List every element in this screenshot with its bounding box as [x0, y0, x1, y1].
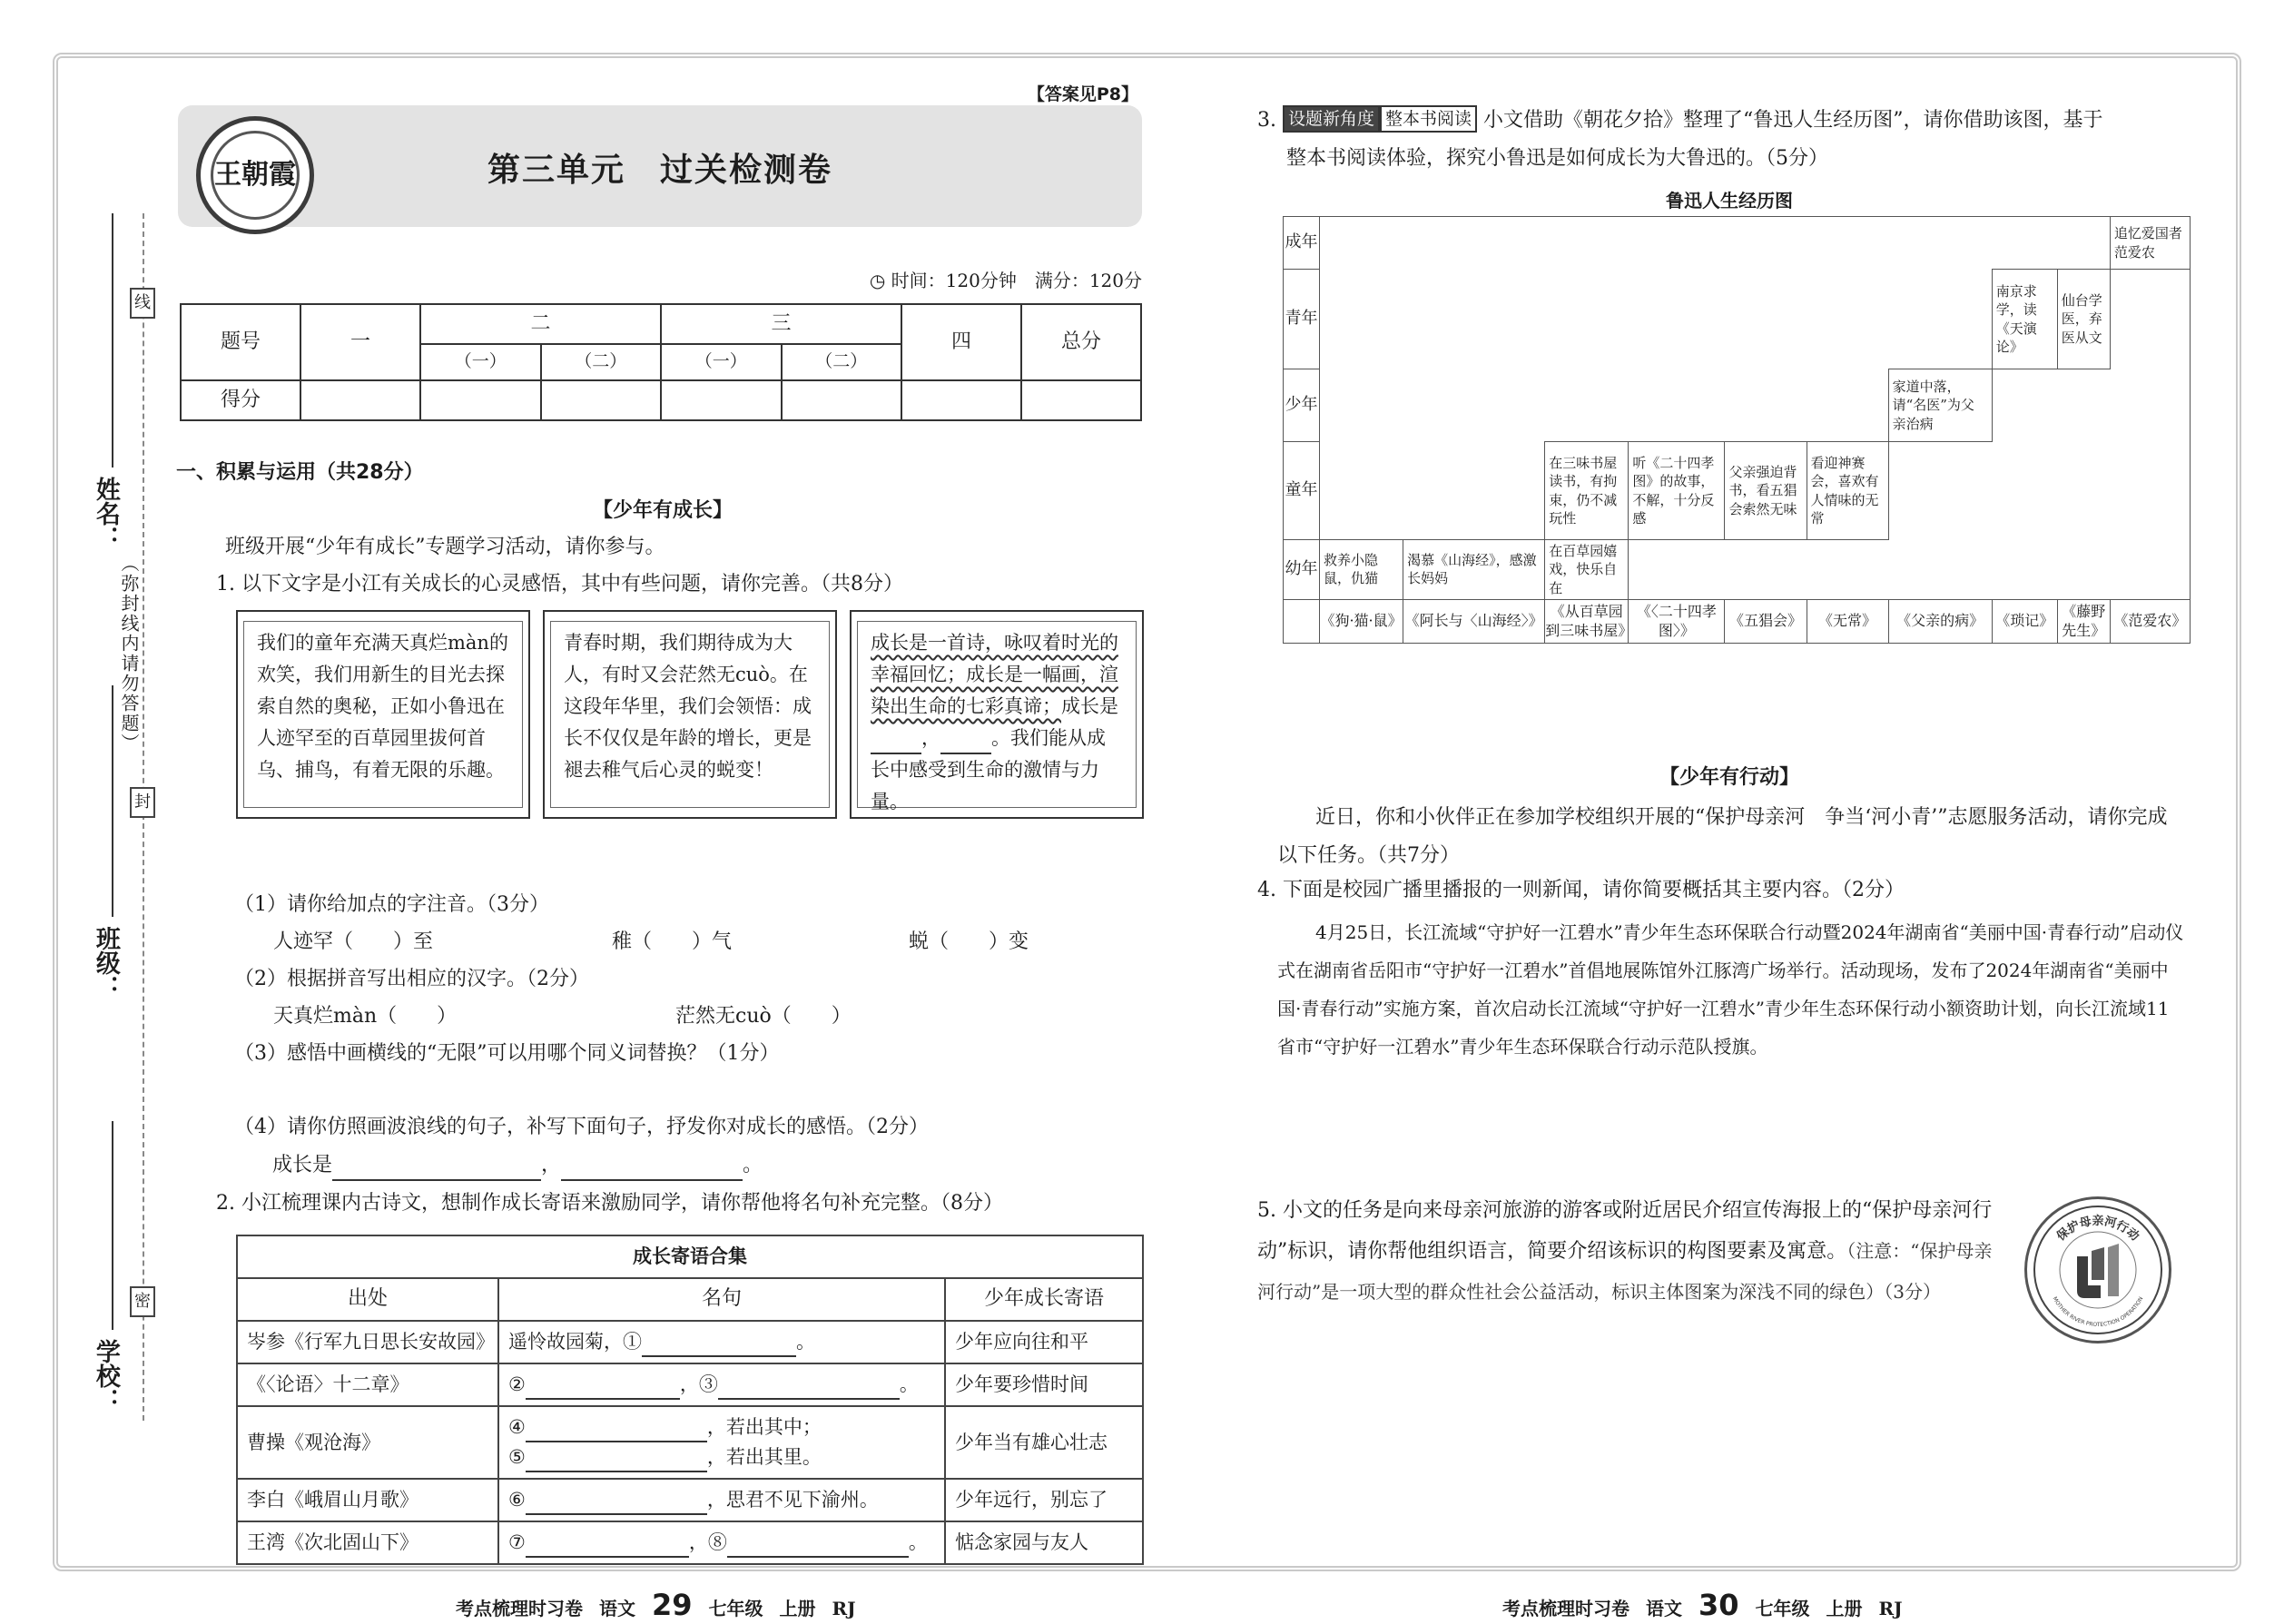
life-chart [1283, 216, 2191, 644]
theme-action: 【少年有行动】 [1659, 766, 1799, 789]
score-row-label: 得分 [181, 380, 300, 420]
logo-icon: 王朝霞 [211, 131, 300, 220]
poem-message: 惦念家园与友人 [945, 1521, 1143, 1564]
binding-margin [86, 213, 150, 1421]
event-infant-2: 渴慕《山海经》，感激长妈妈 [1403, 540, 1545, 600]
reflection-box-2 [543, 610, 837, 819]
chart-title: 鲁迅人生经历图 [1666, 190, 1793, 212]
event-infant-3: 在百草园嬉戏，快乐自在 [1545, 540, 1629, 600]
score-col-label: 题号 [181, 304, 300, 380]
poem-message: 少年要珍惜时间 [945, 1363, 1143, 1406]
score-section-2: 二 [420, 304, 661, 344]
sub4-answer-line[interactable]: 成长是 ， 。 [272, 1150, 763, 1181]
pinyin-item-2[interactable]: 稚（ ）气 [612, 930, 733, 953]
hanzi-item-1[interactable]: 天真烂màn（ ） [273, 1005, 458, 1028]
book-title: 《五猖会》 [1725, 599, 1807, 643]
score-section-4: 四 [901, 304, 1021, 380]
sub-question-2: （2）根据拼音写出相应的汉字。（2分） [234, 968, 589, 990]
book-title: 《范爱农》 [2110, 599, 2190, 643]
mother-river-logo-icon [2030, 1202, 2166, 1338]
question-1: 1. 以下文字是小江有关成长的心灵感悟，其中有些问题，请你完善。（共8分） [216, 573, 903, 595]
score-cell[interactable] [661, 380, 782, 420]
tag-whole-book: 整本书阅读 [1380, 105, 1477, 133]
poem-line[interactable]: 遥怜故园菊，① 。 [498, 1321, 945, 1363]
event-youth-2: 仙台学医，弃医从文 [2057, 270, 2110, 369]
pinyin-item-1[interactable]: 人迹罕（ ）至 [273, 930, 434, 953]
page-number: 30 [1698, 1588, 1739, 1622]
svg-text:保护母亲河行动: 保护母亲河行动 [2054, 1215, 2141, 1245]
poem-source: 王湾《次北固山下》 [237, 1521, 498, 1564]
score-sub: （二） [541, 344, 662, 380]
poem-message: 少年远行，别忘了 [945, 1479, 1143, 1521]
question-4: 4. 下面是校园广播里播报的一则新闻，请你简要概括其主要内容。（2分） [1257, 879, 1905, 901]
score-total: 总分 [1021, 304, 1141, 380]
box2-text: 青春时期，我们期待成为大人，有时又会茫然无cuò。在这段年华里，我们会领悟：成长不仅仅是年龄的增长，更是褪去稚气后心灵的蜕变！ [550, 621, 830, 808]
name-label: 姓名： [91, 477, 120, 550]
footer-right: 考点梳理时习卷 语文 30 七年级 上册 RJ [1502, 1583, 1903, 1624]
stage-label: 童年 [1284, 442, 1320, 540]
poem-message: 少年应向往和平 [945, 1321, 1143, 1363]
score-section-1: 一 [300, 304, 420, 380]
poem-source: 《〈论语〉十二章》 [237, 1363, 498, 1406]
poem-line[interactable]: ④ ，若出其中； ⑤ ，若出其里。 [498, 1406, 945, 1479]
stage-label: 成年 [1284, 217, 1320, 270]
book-title: 《狗·猫·鼠》 [1320, 599, 1403, 643]
pinyin-item-3[interactable]: 蜕（ ）变 [909, 930, 1029, 953]
poem-line[interactable]: ⑥ ，思君不见下渝州。 [498, 1479, 945, 1521]
poem-header-source: 出处 [237, 1278, 498, 1321]
news-text: 4月25日，长江流域“守护好一江碧水”青少年生态环保联合行动暨2024年湖南省“美丽中国·青春行动”启动仪式在湖南省岳阳市“守护好一江碧水”首倡地展陈馆外江豚湾广场举行。活动现场，发布了2024年湖南省“美丽中国·青春行动”实施方案，首次启动长江流域“守护好一江碧水”青少年生态环保行动小额资助计划，向长江流域11省市“守护好一江碧水”青少年生态环保联合行动示范队授旗。 [1277, 921, 2184, 1058]
sub-question-3: （3）感悟中画横线的“无限”可以用哪个同义词替换？（1分） [234, 1042, 780, 1065]
mother-river-badge [2024, 1196, 2171, 1343]
stage-label: 幼年 [1284, 540, 1320, 600]
score-cell[interactable] [782, 380, 902, 420]
time-info: ◷ 时间：120分钟 满分：120分 [869, 270, 1142, 291]
action-intro: 近日，你和小伙伴正在参加学校组织开展的“保护母亲河 争当‘河小青’”志愿服务活动，请你完成以下任务。（共7分） [1277, 806, 2168, 867]
poem-table-caption: 成长寄语合集 [237, 1235, 1143, 1278]
event-child-3: 父亲强迫背书，看五猖会索然无味 [1725, 442, 1807, 540]
class-line [112, 685, 113, 917]
svg-text:MOTHER RIVER PROTECTION OPERAT: MOTHER RIVER PROTECTION OPERATION [2051, 1295, 2145, 1329]
score-cell[interactable] [1021, 380, 1141, 420]
book-title: 《藤野先生》 [2057, 599, 2110, 643]
score-cell[interactable] [901, 380, 1021, 420]
score-cell[interactable] [541, 380, 662, 420]
poem-source: 李白《峨眉山月歌》 [237, 1479, 498, 1521]
score-cell[interactable] [420, 380, 541, 420]
reflection-box-1 [236, 610, 530, 819]
event-adult: 追忆爱国者范爱农 [2110, 217, 2190, 270]
score-sub: （二） [782, 344, 902, 380]
tag-new-angle: 设题新角度 [1283, 105, 1380, 133]
answer-reference: 【答案见P8】 [1027, 84, 1138, 104]
part1-heading: 一、积累与运用（共28分） [176, 461, 424, 484]
mark-seal: 封 [130, 787, 155, 818]
book-title: 《父亲的病》 [1888, 599, 1992, 643]
clock-icon: ◷ [869, 270, 891, 291]
page-title: 第三单元 过关检测卷 [487, 152, 832, 189]
poem-source: 曹操《观沧海》 [237, 1406, 498, 1479]
box3-text: 成长是一首诗，咏叹着时光的幸福回忆；成长是一幅画，渲染出生命的七彩真谛；成长是， 。我们能从成长中感受到生命的激情与力量。 [857, 621, 1137, 808]
binding-notice: （弥封线内请勿答题） [118, 554, 140, 753]
poem-source: 岑参《行军九日思长安故园》 [237, 1321, 498, 1363]
question-2: 2. 小江梳理课内古诗文，想制作成长寄语来激励同学，请你帮他将名句补充完整。（8分） [216, 1192, 1003, 1215]
reflection-boxes [236, 610, 1144, 819]
event-child-4: 看迎神赛会，喜欢有人情味的无常 [1807, 442, 1888, 540]
sub-question-4: （4）请你仿照画波浪线的句子，补写下面句子，抒发你对成长的感悟。（2分） [234, 1116, 929, 1138]
event-child-2: 听《二十四孝图》的故事，不解，十分反感 [1629, 442, 1725, 540]
theme-growth: 【少年有成长】 [592, 499, 733, 522]
name-line [112, 213, 113, 468]
footer-left: 考点梳理时习卷 语文 29 七年级 上册 RJ [456, 1583, 856, 1624]
page-number: 29 [652, 1588, 693, 1622]
poem-header-message: 少年成长寄语 [945, 1278, 1143, 1321]
school-line [112, 1121, 113, 1330]
book-title: 《〈二十四孝图〉》 [1629, 599, 1725, 643]
poem-message: 少年当有雄心壮志 [945, 1406, 1143, 1479]
poem-line[interactable]: ② ，③ 。 [498, 1363, 945, 1406]
stage-label: 少年 [1284, 369, 1320, 442]
part1-intro: 班级开展“少年有成长”专题学习活动，请你参与。 [225, 536, 665, 558]
book-title: 《从百草园到三味书屋》 [1545, 599, 1629, 643]
event-youth-1: 南京求学，读《天演论》 [1992, 270, 2057, 369]
poem-header-line: 名句 [498, 1278, 945, 1321]
left-page [176, 65, 1147, 1622]
poem-table [236, 1235, 1144, 1565]
hanzi-item-2[interactable]: 茫然无cuò（ ） [675, 1005, 852, 1028]
question-3-cont: 整本书阅读体验，探究小鲁迅是如何成长为大鲁迅的。（5分） [1286, 147, 1828, 170]
school-label: 学校： [91, 1339, 120, 1412]
score-table [180, 303, 1142, 421]
stage-label: 青年 [1284, 270, 1320, 369]
score-sub: （一） [661, 344, 782, 380]
class-label: 班级： [91, 926, 120, 999]
poem-line[interactable]: ⑦ ，⑧ 。 [498, 1521, 945, 1564]
right-page [1257, 65, 2201, 1622]
event-infant-1: 救养小隐鼠，仇猫 [1320, 540, 1403, 600]
event-child-1: 在三味书屋读书，有拘束，仍不减玩性 [1545, 442, 1629, 540]
book-title: 《无常》 [1807, 599, 1888, 643]
mark-secret: 密 [130, 1286, 155, 1317]
question-5: 5. 小文的任务是向来母亲河旅游的游客或附近居民介绍宣传海报上的“保护母亲河行动”标识，请你帮他组织语言，简要介绍该标识的构图要素及寓意。（注意：“保护母亲河行动”是一项大型的群众性社会公益活动，标识主体图案为深浅不同的绿色）（3分） [1257, 1199, 1993, 1303]
question-3: 3. 设题新角度 整本书阅读 小文借助《朝花夕拾》整理了“鲁迅人生经历图”，请你借助该图，基于 [1257, 105, 2201, 136]
book-title: 《阿长与〈山海经〉》 [1403, 599, 1545, 643]
score-cell[interactable] [300, 380, 420, 420]
book-title: 《琐记》 [1992, 599, 2057, 643]
sub-question-1: （1）请你给加点的字注音。（3分） [234, 893, 549, 916]
score-section-3: 三 [661, 304, 901, 344]
reflection-box-3 [850, 610, 1144, 819]
event-teen: 家道中落，请“名医”为父亲治病 [1888, 369, 1992, 442]
mark-line: 线 [130, 288, 155, 319]
score-sub: （一） [420, 344, 541, 380]
box1-text: 我们的童年充满天真烂màn的欢笑，我们用新生的目光去探索自然的奥秘，正如小鲁迅在人迹罕至的百草园里拔何首乌、捕鸟，有着无限的乐趣。 [243, 621, 523, 808]
